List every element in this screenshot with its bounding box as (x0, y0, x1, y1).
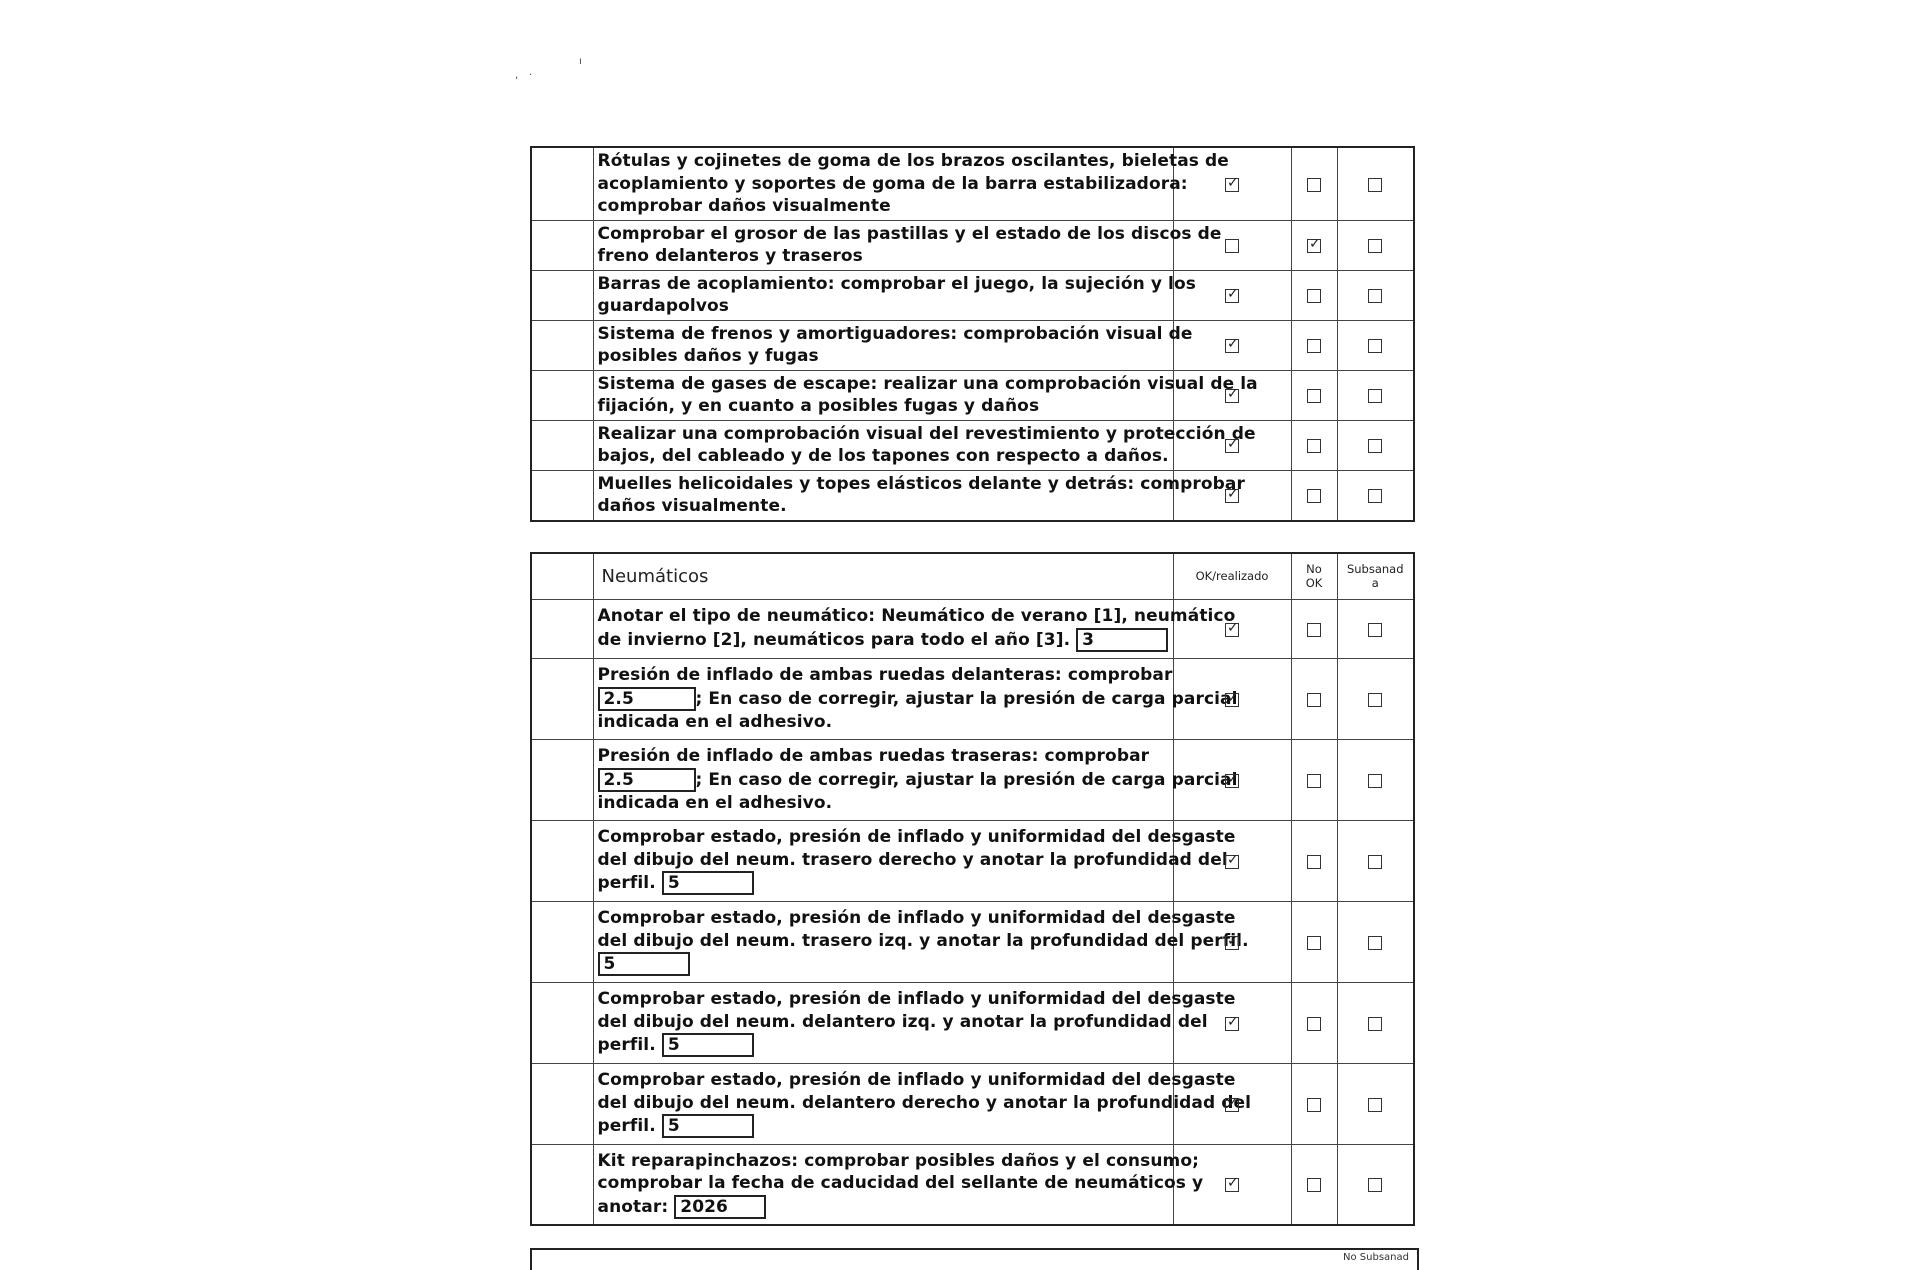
table-row (531, 270, 1414, 320)
subsanada-cell (1337, 901, 1414, 982)
item-description-cell (593, 147, 1229, 220)
subsanada-checkbox[interactable] (1368, 439, 1382, 453)
not-ok-checkbox[interactable] (1307, 439, 1321, 453)
row-index-cell (531, 270, 593, 320)
header-blank-cell (531, 553, 593, 599)
item-text-line: Comprobar el grosor de las pastillas y el estado de los discos de (597, 223, 1222, 244)
item-input-line (598, 952, 1169, 976)
ok-checkbox[interactable] (1225, 489, 1239, 503)
item-text-line: Presión de inflado de ambas ruedas traseras: comprobar (597, 746, 1150, 766)
row-index-cell (531, 599, 593, 658)
value-input-field[interactable]: 2026 (674, 1195, 766, 1219)
item-text-line: indicada en el adhesivo. (597, 711, 833, 732)
item-description (594, 321, 1193, 370)
subsanada-cell (1337, 1063, 1414, 1144)
value-input-field[interactable]: 5 (662, 1114, 754, 1138)
value-input-field[interactable]: 2.5 (598, 687, 696, 711)
item-input-line (598, 768, 1238, 792)
table-row (531, 982, 1414, 1063)
not-ok-cell (1291, 820, 1337, 901)
not-ok-checkbox[interactable] (1307, 289, 1321, 303)
item-description (594, 371, 1258, 420)
item-text-line: Comprobar estado, presión de inflado y uniformidad del desgaste (597, 989, 1236, 1009)
subsanada-checkbox[interactable] (1368, 1178, 1382, 1192)
item-text-line: Rótulas y cojinetes de goma de los brazos oscilantes, bieletas de (597, 151, 1229, 171)
value-input-field[interactable]: 5 (598, 952, 690, 976)
item-text-line: posibles daños y fugas (597, 346, 819, 366)
item-description (594, 148, 1229, 220)
item-text-inline: de invierno [2], neumáticos para todo el año [3]. (597, 629, 1077, 650)
item-text-line: Comprobar estado, presión de inflado y uniformidad del desgaste (597, 908, 1236, 928)
value-input-field[interactable]: 3 (1076, 628, 1168, 652)
table-row (531, 739, 1414, 820)
ok-checkbox[interactable] (1225, 774, 1239, 788)
subsanada-checkbox[interactable] (1368, 239, 1382, 253)
item-description (594, 824, 1236, 897)
subsanada-cell (1337, 220, 1414, 270)
next-table-fragment (530, 1248, 1419, 1270)
row-index-cell (531, 739, 593, 820)
item-description-cell (593, 270, 1196, 320)
item-text-line: Anotar el tipo de neumático: Neumático de verano [1], neumático (597, 606, 1236, 627)
value-input-field[interactable]: 5 (662, 1033, 754, 1057)
subsanada-checkbox[interactable] (1368, 693, 1382, 707)
table-row (531, 820, 1414, 901)
item-description-cell (593, 658, 1238, 739)
item-description-cell (593, 901, 1249, 982)
subsanada-cell (1337, 270, 1414, 320)
row-index-cell (531, 982, 593, 1063)
item-input-line (598, 628, 1169, 652)
item-text-line: Realizar una comprobación visual del revestimiento y protección de (597, 423, 1256, 444)
item-text-line: del dibujo del neum. delantero izq. y anotar la profundidad del (597, 1011, 1208, 1032)
item-description-cell (593, 1144, 1204, 1225)
not-ok-checkbox[interactable] (1307, 774, 1321, 788)
item-description-cell (593, 420, 1256, 470)
item-text-line: comprobar daños visualmente (597, 196, 891, 216)
item-description-cell (593, 220, 1222, 270)
item-text-inline: perfil. (597, 873, 662, 893)
row-index-cell (531, 470, 593, 521)
subsanada-cell (1337, 739, 1414, 820)
item-description (594, 1148, 1204, 1221)
value-input-field[interactable]: 2.5 (598, 768, 696, 792)
not-ok-cell (1291, 470, 1337, 521)
item-description-cell (593, 370, 1258, 420)
subsanada-checkbox[interactable] (1368, 1098, 1382, 1112)
subsanada-cell (1337, 1144, 1414, 1225)
item-description-cell (593, 982, 1236, 1063)
item-text-line: daños visualmente. (597, 496, 787, 516)
table-row (531, 147, 1414, 220)
item-description (594, 662, 1238, 735)
item-input-line (598, 1114, 1169, 1138)
subsanada-checkbox[interactable] (1368, 178, 1382, 192)
row-index-cell (531, 1144, 593, 1225)
ok-checkbox[interactable] (1225, 389, 1239, 403)
ok-checkbox[interactable] (1225, 855, 1239, 869)
not-ok-checkbox[interactable] (1307, 855, 1321, 869)
ok-checkbox[interactable] (1225, 1017, 1239, 1031)
not-ok-checkbox[interactable] (1307, 936, 1321, 950)
item-text-line: guardapolvos (597, 296, 730, 316)
not-ok-cell (1291, 739, 1337, 820)
table-row (531, 658, 1414, 739)
table-row (531, 1144, 1414, 1225)
item-text-line: Kit reparapinchazos: comprobar posibles daños y el consumo; (597, 1150, 1200, 1171)
not-ok-cell (1291, 1063, 1337, 1144)
subsanada-checkbox[interactable] (1368, 855, 1382, 869)
item-text-line: del dibujo del neum. trasero izq. y anotar la profundidad del perfil. (597, 930, 1249, 951)
col-nok-header: No OK (1291, 553, 1337, 599)
subsanada-cell (1337, 470, 1414, 521)
item-text-line: del dibujo del neum. trasero derecho y anotar la profundidad del (597, 849, 1228, 870)
table-row (531, 420, 1414, 470)
row-index-cell (531, 1063, 593, 1144)
item-description-cell (593, 820, 1236, 901)
subsanada-cell (1337, 982, 1414, 1063)
table-row (531, 320, 1414, 370)
ok-checkbox[interactable] (1225, 339, 1239, 353)
not-ok-checkbox[interactable] (1307, 623, 1321, 637)
item-description (594, 986, 1236, 1059)
table-row (531, 370, 1414, 420)
row-index-cell (531, 320, 593, 370)
item-text-line: freno delanteros y traseros (597, 246, 863, 266)
item-text-line: indicada en el adhesivo. (597, 792, 833, 813)
not-ok-cell (1291, 901, 1337, 982)
item-text-line: Sistema de gases de escape: realizar una comprobación visual de la (597, 373, 1258, 394)
ok-checkbox[interactable] (1225, 178, 1239, 192)
not-ok-checkbox[interactable] (1307, 693, 1321, 707)
subsanada-checkbox[interactable] (1368, 936, 1382, 950)
row-index-cell (531, 220, 593, 270)
item-text-line: acoplamiento y soportes de goma de la barra estabilizadora: (597, 173, 1188, 194)
item-text-inline: perfil. (597, 1035, 662, 1055)
item-description (594, 603, 1236, 654)
row-index-cell (531, 370, 593, 420)
not-ok-checkbox[interactable] (1307, 1098, 1321, 1112)
scan-specks: ı , · (515, 56, 582, 81)
not-ok-checkbox[interactable] (1307, 1178, 1321, 1192)
item-text-line: Presión de inflado de ambas ruedas delanteras: comprobar (597, 665, 1173, 685)
row-index-cell (531, 901, 593, 982)
subsanada-checkbox[interactable] (1368, 389, 1382, 403)
item-description-cell (593, 470, 1245, 521)
tyres-section-title: Neumáticos (593, 553, 1173, 599)
item-text-inline: perfil. (597, 1116, 662, 1136)
item-text-line: fijación, y en cuanto a posibles fugas y daños (597, 396, 1040, 416)
subsanada-cell (1337, 370, 1414, 420)
item-description (594, 271, 1196, 320)
next-table-header-fragment: No Subsanad (1343, 1252, 1409, 1263)
item-description (594, 905, 1249, 978)
not-ok-cell (1291, 599, 1337, 658)
subsanada-checkbox[interactable] (1368, 774, 1382, 788)
not-ok-checkbox[interactable] (1307, 339, 1321, 353)
item-text-line: Sistema de frenos y amortiguadores: comprobación visual de (597, 323, 1193, 344)
not-ok-cell (1291, 147, 1337, 220)
item-text-line: Muelles helicoidales y topes elásticos delante y detrás: comprobar (597, 473, 1245, 494)
not-ok-checkbox[interactable] (1307, 239, 1321, 253)
not-ok-cell (1291, 420, 1337, 470)
subsanada-checkbox[interactable] (1368, 1017, 1382, 1031)
col-ok-header: OK/realizado (1173, 553, 1291, 599)
item-text-line: Comprobar estado, presión de inflado y uniformidad del desgaste (597, 827, 1236, 847)
subsanada-checkbox[interactable] (1368, 623, 1382, 637)
ok-checkbox[interactable] (1225, 693, 1239, 707)
col-sub-header: Subsanad a (1337, 553, 1414, 599)
item-input-line (598, 1195, 1169, 1219)
table-row (531, 470, 1414, 521)
subsanada-checkbox[interactable] (1368, 289, 1382, 303)
item-description-cell (593, 739, 1238, 820)
not-ok-checkbox[interactable] (1307, 1017, 1321, 1031)
table-row (531, 901, 1414, 982)
subsanada-cell (1337, 147, 1414, 220)
item-text-line: comprobar la fecha de caducidad del sellante de neumáticos y (597, 1173, 1204, 1194)
item-description (594, 743, 1238, 816)
row-index-cell (531, 420, 593, 470)
subsanada-cell (1337, 820, 1414, 901)
row-index-cell (531, 147, 593, 220)
table-row (531, 1063, 1414, 1144)
item-text-inline: ; En caso de corregir, ajustar la presión de carga parcial (695, 769, 1238, 790)
tyres-header-row (531, 553, 1414, 599)
item-input-line (598, 687, 1238, 711)
item-description-cell (593, 1063, 1252, 1144)
item-text-line: Barras de acoplamiento: comprobar el juego, la sujeción y los (597, 273, 1196, 294)
not-ok-cell (1291, 320, 1337, 370)
item-description (594, 221, 1222, 270)
not-ok-checkbox[interactable] (1307, 389, 1321, 403)
not-ok-cell (1291, 1144, 1337, 1225)
item-text-line: del dibujo del neum. delantero derecho y anotar la profundidad del (597, 1092, 1252, 1113)
subsanada-cell (1337, 658, 1414, 739)
ok-checkbox[interactable] (1225, 239, 1239, 253)
not-ok-cell (1291, 270, 1337, 320)
not-ok-cell (1291, 658, 1337, 739)
value-input-field[interactable]: 5 (662, 871, 754, 895)
ok-checkbox[interactable] (1225, 289, 1239, 303)
item-description (594, 1067, 1252, 1140)
item-input-line (598, 871, 1169, 895)
not-ok-cell (1291, 370, 1337, 420)
inspection-table-chassis (530, 146, 1415, 522)
subsanada-cell (1337, 320, 1414, 370)
ok-checkbox[interactable] (1225, 1098, 1239, 1112)
item-text-inline: anotar: (597, 1196, 675, 1217)
subsanada-checkbox[interactable] (1368, 339, 1382, 353)
not-ok-checkbox[interactable] (1307, 489, 1321, 503)
ok-checkbox[interactable] (1225, 623, 1239, 637)
subsanada-checkbox[interactable] (1368, 489, 1382, 503)
not-ok-cell (1291, 220, 1337, 270)
table-row (531, 220, 1414, 270)
subsanada-cell (1337, 420, 1414, 470)
row-index-cell (531, 658, 593, 739)
item-text-line: bajos, del cableado y de los tapones con respecto a daños. (597, 446, 1169, 466)
item-description-cell (593, 320, 1193, 370)
item-input-line (598, 1033, 1169, 1057)
table-row (531, 599, 1414, 658)
item-text-inline: ; En caso de corregir, ajustar la presión de carga parcial (695, 688, 1238, 709)
item-text-line: Comprobar estado, presión de inflado y uniformidad del desgaste (597, 1070, 1236, 1090)
item-description (594, 471, 1245, 520)
subsanada-cell (1337, 599, 1414, 658)
not-ok-cell (1291, 982, 1337, 1063)
inspection-table-tyres (530, 552, 1415, 1226)
ok-checkbox[interactable] (1225, 936, 1239, 950)
row-index-cell (531, 820, 593, 901)
ok-checkbox[interactable] (1225, 1178, 1239, 1192)
not-ok-checkbox[interactable] (1307, 178, 1321, 192)
item-description-cell (593, 599, 1236, 658)
item-description (594, 421, 1256, 470)
ok-checkbox[interactable] (1225, 439, 1239, 453)
